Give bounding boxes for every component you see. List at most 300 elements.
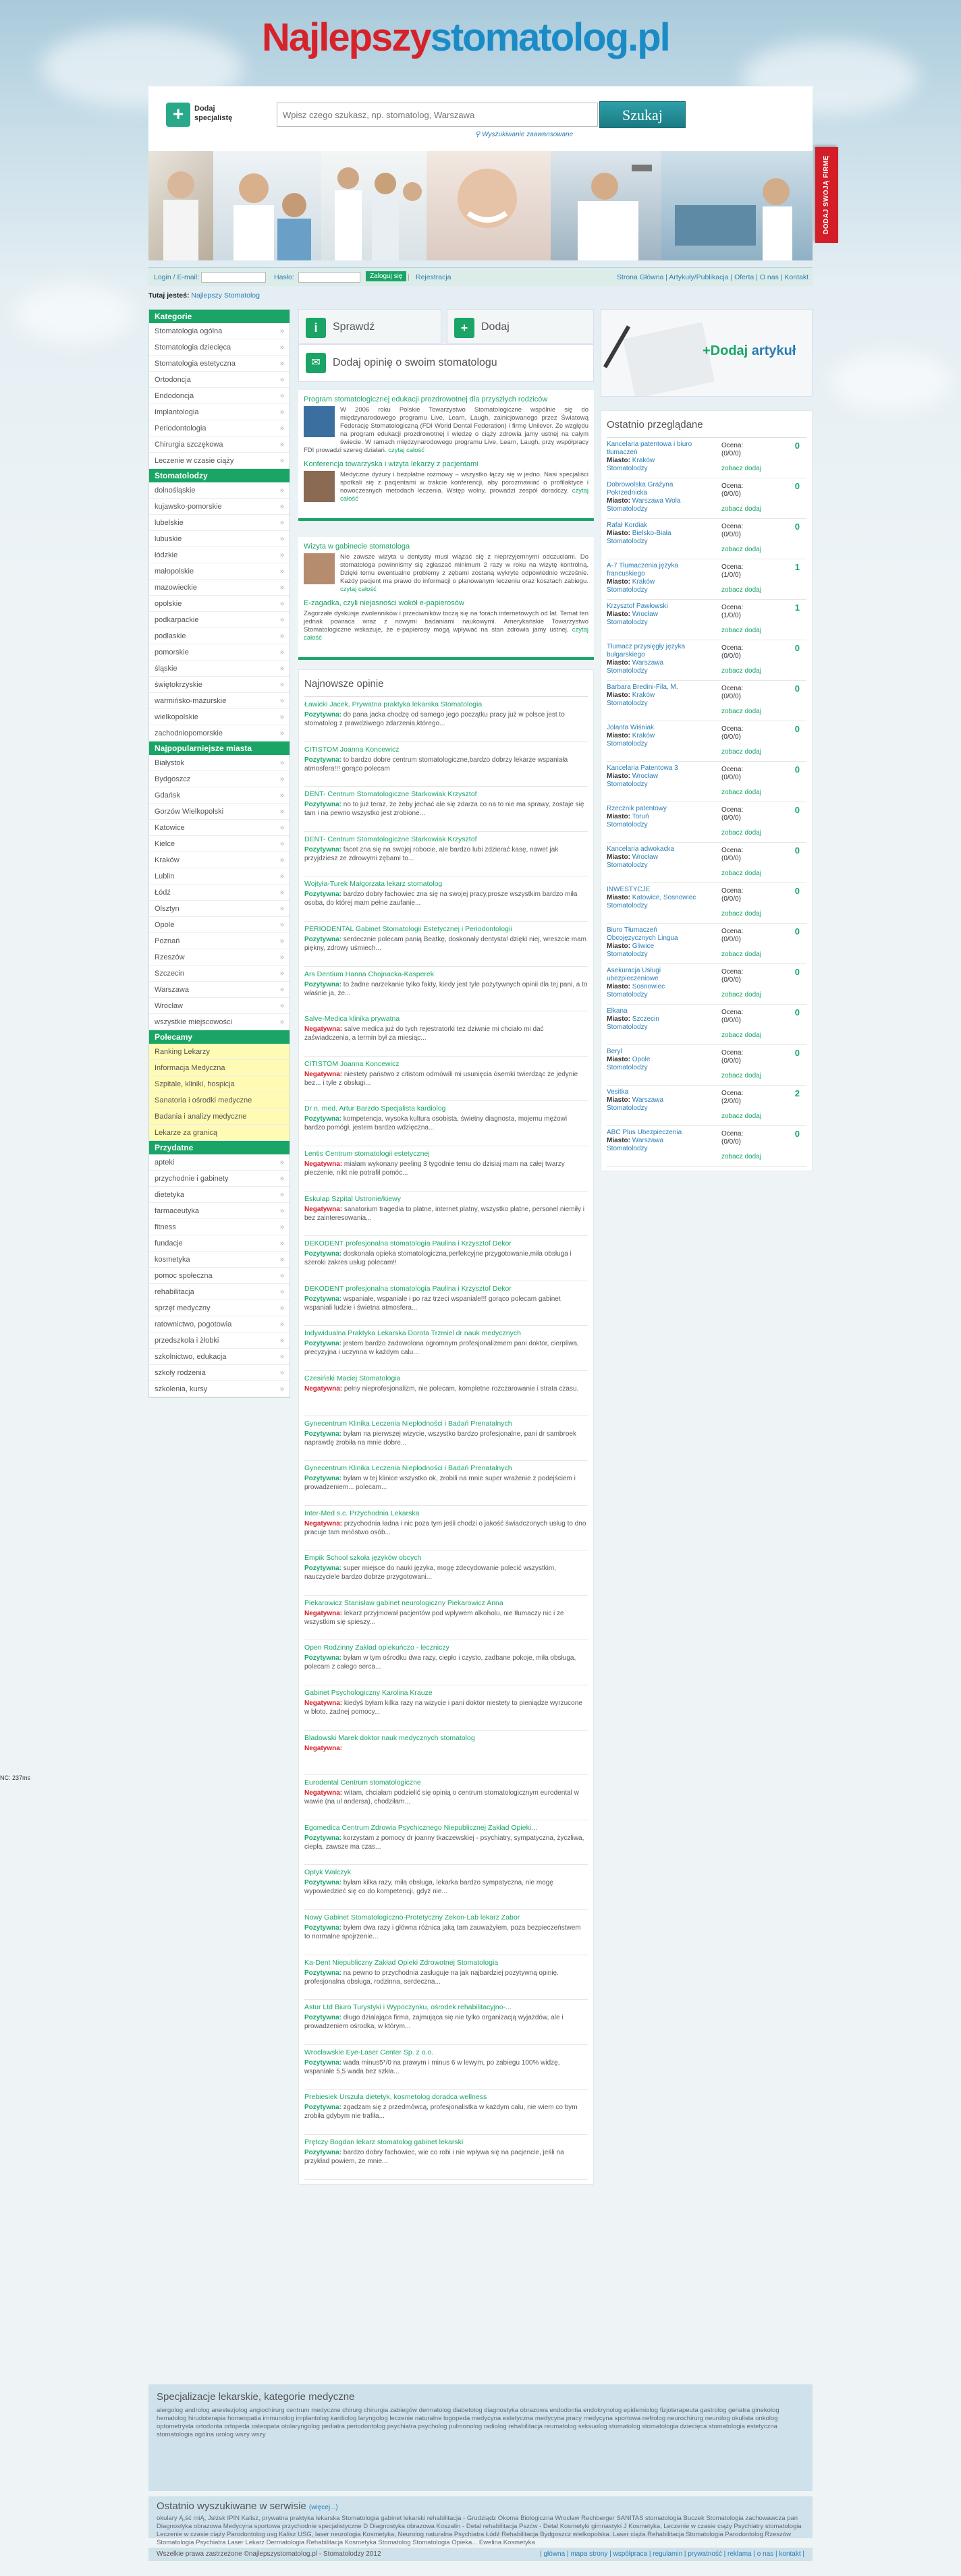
recent-item-name[interactable]: Elkana <box>607 1007 628 1015</box>
banner-photo-patient <box>213 151 321 260</box>
sidebar-item[interactable]: Warszawa » <box>149 982 290 998</box>
login-bar: Login / E-mail: Hasło: Zaloguj się | Rejestracja Strona Główna | Artykuły/Publikacja | Oferta | O nas | Kontakt <box>148 267 813 286</box>
rating-label: Ocena: <box>721 1049 744 1057</box>
review-item <box>304 1910 588 1955</box>
plus-icon: + <box>454 318 474 338</box>
review-text: no to już teraz, że żeby jechać ale się zdarza co na to nie ma sprawy, zostaje się tam i na pewno wszystko jest zrobione... <box>304 801 584 818</box>
view-add-link[interactable]: zobacz dodaj <box>721 870 761 877</box>
review-sentiment: Pozytywna: <box>304 711 342 719</box>
recent-item-name[interactable]: INWESTYCJE <box>607 886 651 893</box>
article-block-2 <box>298 537 594 660</box>
rating-counts: (1/0/0) <box>721 571 741 579</box>
review-company-link[interactable]: Nowy Gabinet Stomatologiczno-Protetyczny Zekon-Lab lekarz Zabor <box>304 1913 520 1922</box>
sidebar-section-title: Polecamy <box>149 1030 290 1044</box>
recent-item-city: Toruń <box>632 813 649 820</box>
review-company-link[interactable]: Ka-Dent Niepubliczny Zakład Opieki Zdrowotnej Stomatologia <box>304 1958 499 1967</box>
sidebar-item[interactable]: Katowice » <box>149 820 290 836</box>
review-company-link[interactable]: Gabinet Psychologiczny Karolina Krauze <box>304 1689 433 1698</box>
recent-item-name[interactable]: ABC Plus Ubezpieczenia <box>607 1129 682 1136</box>
review-sentiment: Negatywna: <box>304 1026 343 1034</box>
nav-contact[interactable]: Kontakt <box>784 273 808 281</box>
review-item <box>304 742 588 787</box>
read-more-link[interactable]: czytaj całość <box>340 586 377 593</box>
city-label: Miasto: <box>607 692 630 699</box>
city-label: Miasto: <box>607 578 630 586</box>
recent-item-name[interactable]: Rafał Kordiak <box>607 522 648 529</box>
sidebar-section-title: Kategorie <box>149 310 290 323</box>
add-label-line1: Dodaj <box>194 105 215 113</box>
view-add-link[interactable]: zobacz dodaj <box>721 667 761 675</box>
recent-item-category: Stomatolodzy <box>607 781 648 788</box>
rating-score: 0 <box>794 967 800 977</box>
review-text: byłam na pierwszej wizycie, wszystko bardzo profesjonalne, pani dr sambroek naprawdę zrobiła na mnie dobre... <box>304 1430 576 1447</box>
review-company-link[interactable]: Eurodental Centrum stomatologiczne <box>304 1779 421 1787</box>
recently-viewed <box>601 410 813 1171</box>
city-label: Miasto: <box>607 773 630 780</box>
recent-item <box>607 1005 806 1045</box>
recent-item-city: Wrocław <box>632 853 658 861</box>
review-text: doskonała opieka stomatologiczna,perfekcyjne przygotowanie,miła obsługa i szeroki zakres usług polecam!! <box>304 1250 572 1267</box>
view-add-link[interactable]: zobacz dodaj <box>721 546 761 553</box>
photo-banner <box>148 151 813 260</box>
view-add-link[interactable]: zobacz dodaj <box>721 1153 761 1160</box>
recent-item-name[interactable]: Tłumacz przysięgły języka bułgarskiego <box>607 643 686 659</box>
sidebar-item[interactable]: lubuskie » <box>149 531 290 547</box>
review-sentiment: Negatywna: <box>304 1160 343 1168</box>
sidebar-item[interactable]: pomoc społeczna » <box>149 1268 290 1284</box>
view-add-link[interactable]: zobacz dodaj <box>721 789 761 796</box>
review-company-link[interactable]: Open Rodzinny Zakład opiekuńczo - leczniczy <box>304 1644 449 1652</box>
rating-label: Ocena: <box>721 523 744 530</box>
review-item <box>304 697 588 742</box>
review-sentiment: Negatywna: <box>304 1609 343 1617</box>
city-label: Miasto: <box>607 497 630 505</box>
sidebar-item[interactable]: małopolskie » <box>149 563 290 580</box>
view-add-link[interactable]: zobacz dodaj <box>721 465 761 472</box>
sidebar-item[interactable]: przedszkola i żłobki » <box>149 1333 290 1349</box>
sidebar-item[interactable]: Szpitale, kliniki, hospicja <box>149 1076 290 1092</box>
sidebar-item[interactable]: Lekarze za granicą <box>149 1125 290 1141</box>
sidebar-item[interactable]: sprzęt medyczny » <box>149 1300 290 1316</box>
rating-score: 0 <box>794 845 800 856</box>
article-title[interactable]: E-zagadka, czyli niejasności wokół e-papierosów <box>304 599 464 607</box>
review-company-link[interactable]: Wojtyła-Turek Małgorzata lekarz stomatolog <box>304 880 443 889</box>
search-icon: ⚲ <box>475 131 483 138</box>
rating-score: 0 <box>794 481 800 491</box>
review-company-link[interactable]: Ławicki Jacek, Prywatna praktyka lekarska Stomatologia <box>304 700 483 708</box>
sidebar-item[interactable]: podlaskie » <box>149 628 290 644</box>
rating-label: Ocena: <box>721 887 744 895</box>
recent-item-category: Stomatolodzy <box>607 1024 648 1031</box>
tab-check[interactable] <box>298 309 441 344</box>
review-item <box>304 1416 588 1461</box>
read-more-link[interactable]: czytaj całość <box>388 447 424 454</box>
view-add-link[interactable]: zobacz dodaj <box>721 829 761 837</box>
rating-label: Ocena: <box>721 847 744 854</box>
recent-item-name[interactable]: Krzysztof Pawłowski <box>607 603 668 610</box>
sidebar-item[interactable]: szkolenia, kursy » <box>149 1381 290 1397</box>
rating-label: Ocena: <box>721 1130 744 1138</box>
review-company-link[interactable]: Wrocławskie Eye-Laser Center Sp. z o.o. <box>304 2048 434 2056</box>
sidebar-item[interactable]: Stomatologia ogólna » <box>149 323 290 339</box>
recent-item-city: Sosnowiec <box>632 983 665 990</box>
sidebar-item[interactable]: dietetyka » <box>149 1187 290 1203</box>
sidebar-item[interactable]: Rzeszów » <box>149 949 290 965</box>
useful-list <box>149 1154 290 1397</box>
recent-item-category: Stomatolodzy <box>607 862 648 869</box>
sidebar-item[interactable]: Endodoncja » <box>149 388 290 404</box>
recent-item <box>607 802 806 843</box>
nav-home[interactable]: Strona Główna <box>616 273 664 281</box>
sidebar-item[interactable]: Łódź » <box>149 885 290 901</box>
recent-item-city: Wrocław <box>632 773 658 780</box>
review-company-link[interactable]: Eskulap Szpital Ustronie/kiewy <box>304 1194 401 1203</box>
tab-add[interactable] <box>447 309 594 344</box>
sidebar-item[interactable]: fitness » <box>149 1219 290 1235</box>
sidebar-item[interactable]: Informacja Medyczna <box>149 1060 290 1076</box>
review-company-link[interactable]: Gynecentrum Klinika Leczenia Niepłodności i Badań Prenatalnych <box>304 1464 512 1473</box>
sidebar-item[interactable]: śląskie » <box>149 661 290 677</box>
rating-score: 0 <box>794 1048 800 1058</box>
rating-label: Ocena: <box>721 968 744 976</box>
nav-articles[interactable]: Artykuły/Publikacja <box>669 273 729 281</box>
view-add-link[interactable]: zobacz dodaj <box>721 627 761 634</box>
view-add-link[interactable]: zobacz dodaj <box>721 505 761 513</box>
rating-counts: (0/0/0) <box>721 936 741 943</box>
city-label: Miasto: <box>607 1137 630 1144</box>
review-item <box>304 1101 588 1146</box>
recent-item <box>607 640 806 681</box>
sidebar-item[interactable]: podkarpackie » <box>149 612 290 628</box>
review-item <box>304 967 588 1012</box>
read-more-link[interactable]: czytaj całość <box>304 626 589 642</box>
review-text: na pewno to przychodnia zasługuje na jak najbardziej pozytywną opinię. profesjonalna obsługa, rodzinna, serdeczna... <box>304 1969 559 1986</box>
review-text: to żadne narzekanie tylko fakty, kiedy jest tyle pozytywnych opinii dla tej pani, a to właśnie ja, że... <box>304 980 588 997</box>
sidebar-item[interactable]: ratownictwo, pogotowia » <box>149 1316 290 1333</box>
review-item <box>304 1146 588 1192</box>
recent-item-name[interactable]: Barbara Bredini-Fila, M. <box>607 683 678 691</box>
review-company-link[interactable]: Egomedica Centrum Zdrowia Psychicznego Niepublicznej Zakład Opieki... <box>304 1823 537 1832</box>
nav-offer[interactable]: Oferta <box>734 273 754 281</box>
city-label: Miasto: <box>607 457 630 464</box>
search-button[interactable]: Szukaj <box>599 101 686 128</box>
rating-counts: (0/0/0) <box>721 774 741 781</box>
recent-item-city: Warszawa <box>632 659 664 667</box>
latest-reviews <box>298 669 594 2185</box>
recent-item-name[interactable]: Dobrowolska Grażyna Pokrzednicka <box>607 481 674 497</box>
recent-item-name[interactable]: Kancelaria adwokacka <box>607 845 675 853</box>
banner-photo-dentist <box>148 151 213 260</box>
sidebar-item[interactable]: pomorskie » <box>149 644 290 661</box>
site-logo[interactable]: Najlepszystomatolog.pl <box>262 16 669 59</box>
rating-label: Ocena: <box>721 928 744 935</box>
review-company-link[interactable]: Optyk Walczyk <box>304 1868 352 1877</box>
sidebar-item[interactable]: Poznań » <box>149 933 290 949</box>
nav-about[interactable]: O nas <box>759 273 779 281</box>
add-specialist-button[interactable] <box>166 100 267 131</box>
sidebar-item[interactable]: apteki » <box>149 1154 290 1171</box>
view-add-link[interactable]: zobacz dodaj <box>721 951 761 958</box>
sidebar-item[interactable]: Chirurgia szczękowa » <box>149 437 290 453</box>
view-add-link[interactable]: zobacz dodaj <box>721 910 761 918</box>
sidebar-item[interactable]: opolskie » <box>149 596 290 612</box>
rating-counts: (0/0/0) <box>721 855 741 862</box>
sidebar-item[interactable]: Ortodoncja » <box>149 372 290 388</box>
sidebar-item[interactable]: Kielce » <box>149 836 290 852</box>
rating-counts: (0/0/0) <box>721 531 741 538</box>
sidebar-item[interactable]: Olsztyn » <box>149 901 290 917</box>
review-item <box>304 1731 588 1776</box>
article-title[interactable]: Program stomatologicznej edukacji prozdrowotnej dla przyszłych rodziców <box>304 395 548 403</box>
info-icon: i <box>306 318 326 338</box>
review-sentiment: Pozytywna: <box>304 1924 342 1932</box>
sidebar-item[interactable]: Stomatologia dziecięca » <box>149 339 290 356</box>
review-text: kompetencja, wysoka kultura osobista, świetny diagnosta, mojemu mężowi bardzo pomógł, jestem bardzo wdzięczna... <box>304 1115 568 1132</box>
view-add-link[interactable]: zobacz dodaj <box>721 1032 761 1039</box>
city-label: Miasto: <box>607 853 630 861</box>
review-text: kiedyś byłam kilka razy na wizycie i pani doktor niestety to pieniądze wyrzucone w błoto, żadnej pomocy... <box>304 1700 582 1716</box>
sidebar-item[interactable]: Bydgoszcz » <box>149 771 290 787</box>
rating-score: 0 <box>794 1129 800 1139</box>
search-input[interactable] <box>277 103 597 126</box>
rating-counts: (0/0/0) <box>721 976 741 984</box>
view-add-link[interactable]: zobacz dodaj <box>721 748 761 756</box>
view-add-link[interactable]: zobacz dodaj <box>721 586 761 594</box>
add-company-ribbon[interactable]: DODAJ SWOJĄ FIRMĘ <box>815 147 838 243</box>
city-label: Miasto: <box>607 1056 630 1063</box>
latest-reviews-title: Najnowsze opinie <box>304 674 588 697</box>
recent-item <box>607 438 806 478</box>
recent-item <box>607 883 806 924</box>
review-company-link[interactable]: Dr n. med. Artur Barzdo Specjalista kardiolog <box>304 1104 446 1113</box>
sidebar-item[interactable]: fundacje » <box>149 1235 290 1252</box>
login-label: Login / E-mail: <box>154 273 200 281</box>
review-text: zgadzam się z przedmówcą, profesjonalistka w każdym calu, nie wiem co bym zrobiła gdybym nie trafiła... <box>304 2104 578 2121</box>
sidebar-item[interactable]: rehabilitacja » <box>149 1284 290 1300</box>
rating-counts: (1/0/0) <box>721 612 741 619</box>
footer-links[interactable]: | główna | mapa strony | współpraca | regulamin | prywatność | reklama | o nas | kontakt | <box>540 2550 804 2558</box>
sidebar-section-title: Przydatne <box>149 1141 290 1154</box>
sidebar-item[interactable]: Badania i analizy medyczne <box>149 1109 290 1125</box>
recent-item-city: Katowice, Sosnowiec <box>632 894 696 901</box>
rating-counts: (0/0/0) <box>721 491 741 498</box>
recent-item-city: Wrocław <box>632 611 658 618</box>
review-sentiment: Pozytywna: <box>304 1250 342 1258</box>
rating-score: 0 <box>794 522 800 532</box>
review-company-link[interactable]: Czesiński Maciej Stomatologia <box>304 1374 401 1382</box>
recent-item-name[interactable]: Beryl <box>607 1048 622 1055</box>
recent-item-city: Kraków <box>632 732 655 739</box>
sidebar-item[interactable]: warmińsko-mazurskie » <box>149 693 290 709</box>
sidebar-item[interactable]: mazowieckie » <box>149 580 290 596</box>
read-more-link[interactable]: czytaj całość <box>340 487 589 503</box>
review-company-link[interactable]: PERIODENTAL Gabinet Stomatologii Estetycznej i Periodontologii <box>304 924 512 933</box>
review-text: niestety państwo z citistom odmówili mi usunięcia ósemki twierdząc że jedynie bez... i tyle z obsługi... <box>304 1070 578 1087</box>
login-input[interactable] <box>201 272 266 283</box>
plus-icon: + <box>166 103 190 127</box>
advanced-search-link[interactable] <box>475 131 573 138</box>
review-text: jestem bardzo zadowolona ogromnym profesjonalizmem pani doktor, cierpliwa, precyzyjna i uczynna w każdym calu... <box>304 1340 579 1357</box>
view-add-link[interactable]: zobacz dodaj <box>721 1113 761 1120</box>
city-list <box>149 755 290 1030</box>
login-button[interactable]: Zaloguj się <box>366 271 406 281</box>
sidebar-item[interactable]: Lublin » <box>149 868 290 885</box>
sidebar-item[interactable]: lubelskie » <box>149 515 290 531</box>
add-article-banner[interactable] <box>601 309 813 397</box>
sidebar-item[interactable]: Opole » <box>149 917 290 933</box>
review-company-link[interactable]: Empik School szkoła języków obcych <box>304 1554 422 1563</box>
review-company-link[interactable]: DEKODENT profesjonalna stomatologia Paulina i Krzysztof Dekor <box>304 1284 512 1293</box>
more-link[interactable]: (więcej...) <box>308 2504 338 2511</box>
view-add-link[interactable]: zobacz dodaj <box>721 991 761 999</box>
sidebar-item[interactable]: Ranking Lekarzy <box>149 1044 290 1060</box>
recent-item-category: Stomatolodzy <box>607 1104 648 1112</box>
sidebar-item[interactable]: przychodnie i gabinety » <box>149 1171 290 1187</box>
recent-item-category: Stomatolodzy <box>607 538 648 545</box>
recent-item <box>607 1045 806 1086</box>
register-link[interactable]: Rejestracja <box>416 273 451 281</box>
recent-item-name[interactable]: Rzecznik patentowy <box>607 805 667 812</box>
sidebar-item[interactable]: wszystkie miejscowości » <box>149 1014 290 1030</box>
rating-score: 1 <box>794 603 800 613</box>
sidebar-item[interactable]: Białystok » <box>149 755 290 771</box>
review-company-link[interactable]: Piekarowicz Stanisław gabinet neurologiczny Piekarowicz Anna <box>304 1598 503 1607</box>
recent-item-category: Stomatolodzy <box>607 821 648 829</box>
reviews-list <box>304 697 588 2180</box>
review-company-link[interactable]: Inter-Med s.c. Przychodnia Lekarska <box>304 1509 420 1517</box>
sidebar-item[interactable]: zachodniopomorskie » <box>149 725 290 741</box>
rating-label: Ocena: <box>721 685 744 692</box>
review-sentiment: Pozytywna: <box>304 2149 342 2156</box>
recent-item <box>607 964 806 1005</box>
banner-photo-team <box>321 151 427 260</box>
breadcrumb-current[interactable]: Najlepszy Stomatolog <box>191 291 260 300</box>
review-item <box>304 832 588 877</box>
sidebar-item[interactable]: Wrocław » <box>149 998 290 1014</box>
review-company-link[interactable]: DENT- Centrum Stomatologiczne Starkowiak Krzysztof <box>304 835 477 843</box>
review-text: bardzo dobry fachowiec, wie co robi i nie wpływa się na pacjencie, jeśli na przykład powiem, że mnie... <box>304 2149 564 2165</box>
review-text: super miejsce do nauki języka, mogę zdecydowanie polecić wszystkim, nauczyciele bardzo dobrze przygotowani... <box>304 1565 556 1581</box>
recent-item-category: Stomatolodzy <box>607 667 648 675</box>
add-review-button[interactable] <box>298 344 594 382</box>
review-sentiment: Negatywna: <box>304 1384 343 1393</box>
review-item <box>304 1775 588 1820</box>
recent-item-name[interactable]: A-7 Tłumaczenia języka francuskiego <box>607 562 678 578</box>
review-sentiment: Pozytywna: <box>304 1115 342 1123</box>
rating-score: 0 <box>794 805 800 815</box>
sidebar-item[interactable]: Stomatologia estetyczna » <box>149 356 290 372</box>
review-sentiment: Pozytywna: <box>304 1295 342 1303</box>
recent-searches-text: okulary Ą,ść miĄ, Jsłżsk IPIN Kalisz, prywatna praktyka lekarska Stomatologia gabinet lekarski rehabilitacja - Grudziądz Okoma Biologiczna Wrocław Rechberger SANITAS stomatologia Buczek Stomatologia zachowawcza pan Diagnostyka obrazowa Medycyna sportowa przychodnie specjalistyczne D Diagnostyka obrazowa Koszalin - Detal rehabilitacja Pszćw - Detal Kosmetyki gimnastyki J Kosmetyka, Leczenie w czasie ciąży Psychiatry stomatologia Leczenie w czasie ciąży Parodontolog usg Kalisz USG, laser neurologia Kosmetyka, Neurolog naturalna Psychiatra Łódź Rehabilitacja Bydgoszcz wielkopolska. Laser ciąża Rehabilitacja Stomatologia Parodontolog Rzeszów Stomatologia Psychiatra Laser Lekarz Dermatologia Rehabilitacja Kosmetyka Stomatolog Stomatologia Opieka... Ewelina Kosmetyka <box>157 2515 802 2546</box>
rating-score: 0 <box>794 926 800 936</box>
review-company-link[interactable]: CITISTOM Joanna Koncewicz <box>304 1059 400 1068</box>
rating-score: 0 <box>794 1007 800 1017</box>
sidebar-item[interactable]: farmaceutyka » <box>149 1203 290 1219</box>
rating-label: Ocena: <box>721 725 744 733</box>
recent-item-name[interactable]: Kancelaria Patentowa 3 <box>607 764 678 772</box>
sidebar-item[interactable]: Kraków » <box>149 852 290 868</box>
review-company-link[interactable]: Indywidualna Praktyka Lekarska Dorota Trzmiel dr nauk medycznych <box>304 1329 521 1338</box>
rating-counts: (0/0/0) <box>721 652 741 660</box>
city-label: Miasto: <box>607 732 630 739</box>
sidebar-item[interactable]: Sanatoria i ośrodki medyczne <box>149 1092 290 1109</box>
recent-item-name[interactable]: Kancelaria patentowa i biuro tłumaczeń <box>607 441 692 456</box>
recent-item <box>607 600 806 640</box>
recent-item-name[interactable]: Vesitka <box>607 1088 629 1096</box>
rating-label: Ocena: <box>721 766 744 773</box>
recent-item-name[interactable]: Jolanta Wiśniak <box>607 724 655 731</box>
review-sentiment: Pozytywna: <box>304 891 342 899</box>
review-company-link[interactable]: DENT- Centrum Stomatologiczne Starkowiak Krzysztof <box>304 790 477 799</box>
sidebar-item[interactable]: łódzkie » <box>149 547 290 563</box>
sidebar-item[interactable]: Leczenie w czasie ciąży » <box>149 453 290 469</box>
sidebar-item[interactable]: wielkopolskie » <box>149 709 290 725</box>
sidebar-item[interactable]: kosmetyka » <box>149 1252 290 1268</box>
view-add-link[interactable]: zobacz dodaj <box>721 708 761 715</box>
sidebar-item[interactable]: Periodontologia » <box>149 420 290 437</box>
rating-counts: (0/0/0) <box>721 895 741 903</box>
review-sentiment: Negatywna: <box>304 1789 343 1797</box>
sidebar-item[interactable]: Szczecin » <box>149 965 290 982</box>
article-title[interactable]: Konferencja towarzyska i wizyta lekarzy z pacjentami <box>304 460 478 468</box>
review-company-link[interactable]: Lentis Centrum stomatologii estetycznej <box>304 1149 430 1158</box>
rating-counts: (0/0/0) <box>721 1138 741 1146</box>
rating-label: Ocena: <box>721 482 744 490</box>
sidebar-item[interactable]: szkoły rodzenia » <box>149 1365 290 1381</box>
review-company-link[interactable]: DEKODENT profesjonalna stomatologia Paulina i Krzysztof Dekor <box>304 1239 512 1248</box>
review-text: facet zna się na swojej robocie, ale bardzo lubi zdzierać kasę, nawet jak przyjdziesz ze zdrowymi zębami to... <box>304 845 559 862</box>
sidebar-item[interactable]: Gdańsk » <box>149 787 290 804</box>
review-company-link[interactable]: Gynecentrum Klinika Leczenia Niepłodności i Badań Prenatalnych <box>304 1419 512 1428</box>
sidebar-item[interactable]: świętokrzyskie » <box>149 677 290 693</box>
review-sentiment: Negatywna: <box>304 1700 343 1708</box>
specializations-text: alergolog androlog anestezjolog angiochirurg centrum medyczne chirurg chirurgia zabiegów dermatolog diabetolog diagnostyka obrazowa endodontia endokrynolog epidemiolog fizjoterapeuta gastrolog geriatra ginekolog hematolog hirudoterapia homeopatia immunolog implantolog kardiolog laryngolog leczenie naturalne logopeda medycyna estetyczna medycyna pracy medycyna sportowa nefrolog neurochirurg neurolog okulista onkolog optometrysta ortodonta ortopeda osteopata otolaryngolog pediatra periodontolog psychiatra psycholog pulmonolog radiolog rehabilitacja reumatolog seksuolog stomatolog stomatologia dziecięca stomatologia estetyczna stomatologia ogólna urolog wszy wszy <box>157 2407 779 2438</box>
sidebar-item[interactable]: Implantologia » <box>149 404 290 420</box>
review-company-link[interactable]: Prętczy Bogdan lekarz stomatolog gabinet lekarski <box>304 2138 464 2146</box>
render-time-note: NC: 237ms <box>0 1774 31 1781</box>
review-company-link[interactable]: Salve-Medica klinika prywatna <box>304 1015 400 1024</box>
search-field <box>277 103 598 127</box>
recent-item-name[interactable]: Asekuracja Usługi ubezpieczeniowe <box>607 967 661 982</box>
article-block-1 <box>298 390 594 521</box>
review-item <box>304 2045 588 2090</box>
recent-item-category: Stomatolodzy <box>607 902 648 909</box>
recent-item-name[interactable]: Biuro Tłumaczeń Obcojęzycznych Lingua <box>607 926 678 942</box>
review-text: byłam kilka razy, miła obsługa, lekarka bardzo sympatyczna, nie mogę wypowiedzieć się co do kompetencji, gdyż nie... <box>304 1879 553 1896</box>
recent-item <box>607 681 806 721</box>
recent-searches-title: Ostatnio wyszukiwane w serwisie <box>157 2500 306 2512</box>
sidebar-item[interactable]: dolnośląskie » <box>149 482 290 499</box>
breadcrumb <box>148 291 260 300</box>
review-company-link[interactable]: Ars Dentium Hanna Chojnacka-Kasperek <box>304 970 435 978</box>
password-input[interactable] <box>298 272 360 283</box>
review-company-link[interactable]: Astur Ltd Biuro Turystyki i Wypoczynku, ośrodek rehabilitacyjno-... <box>304 2003 512 2012</box>
recent-item-category: Stomatolodzy <box>607 951 648 958</box>
review-company-link[interactable]: Prebiesiek Urszula dietetyk, kosmetolog doradca wellness <box>304 2093 487 2102</box>
review-company-link[interactable]: CITISTOM Joanna Koncewicz <box>304 745 400 754</box>
review-item <box>304 1371 588 1416</box>
view-add-link[interactable]: zobacz dodaj <box>721 1072 761 1080</box>
review-item <box>304 876 588 922</box>
sidebar-item[interactable]: Gorzów Wielkopolski » <box>149 804 290 820</box>
review-item <box>304 787 588 832</box>
sidebar-item[interactable]: kujawsko-pomorskie » <box>149 499 290 515</box>
article-title[interactable]: Wizyta w gabinecie stomatologa <box>304 542 410 551</box>
sidebar-item[interactable]: szkolnictwo, edukacja » <box>149 1349 290 1365</box>
city-label: Miasto: <box>607 813 630 820</box>
review-company-link[interactable]: Bladowski Marek doktor nauk medycznych stomatolog <box>304 1733 475 1742</box>
rating-counts: (0/0/0) <box>721 693 741 700</box>
